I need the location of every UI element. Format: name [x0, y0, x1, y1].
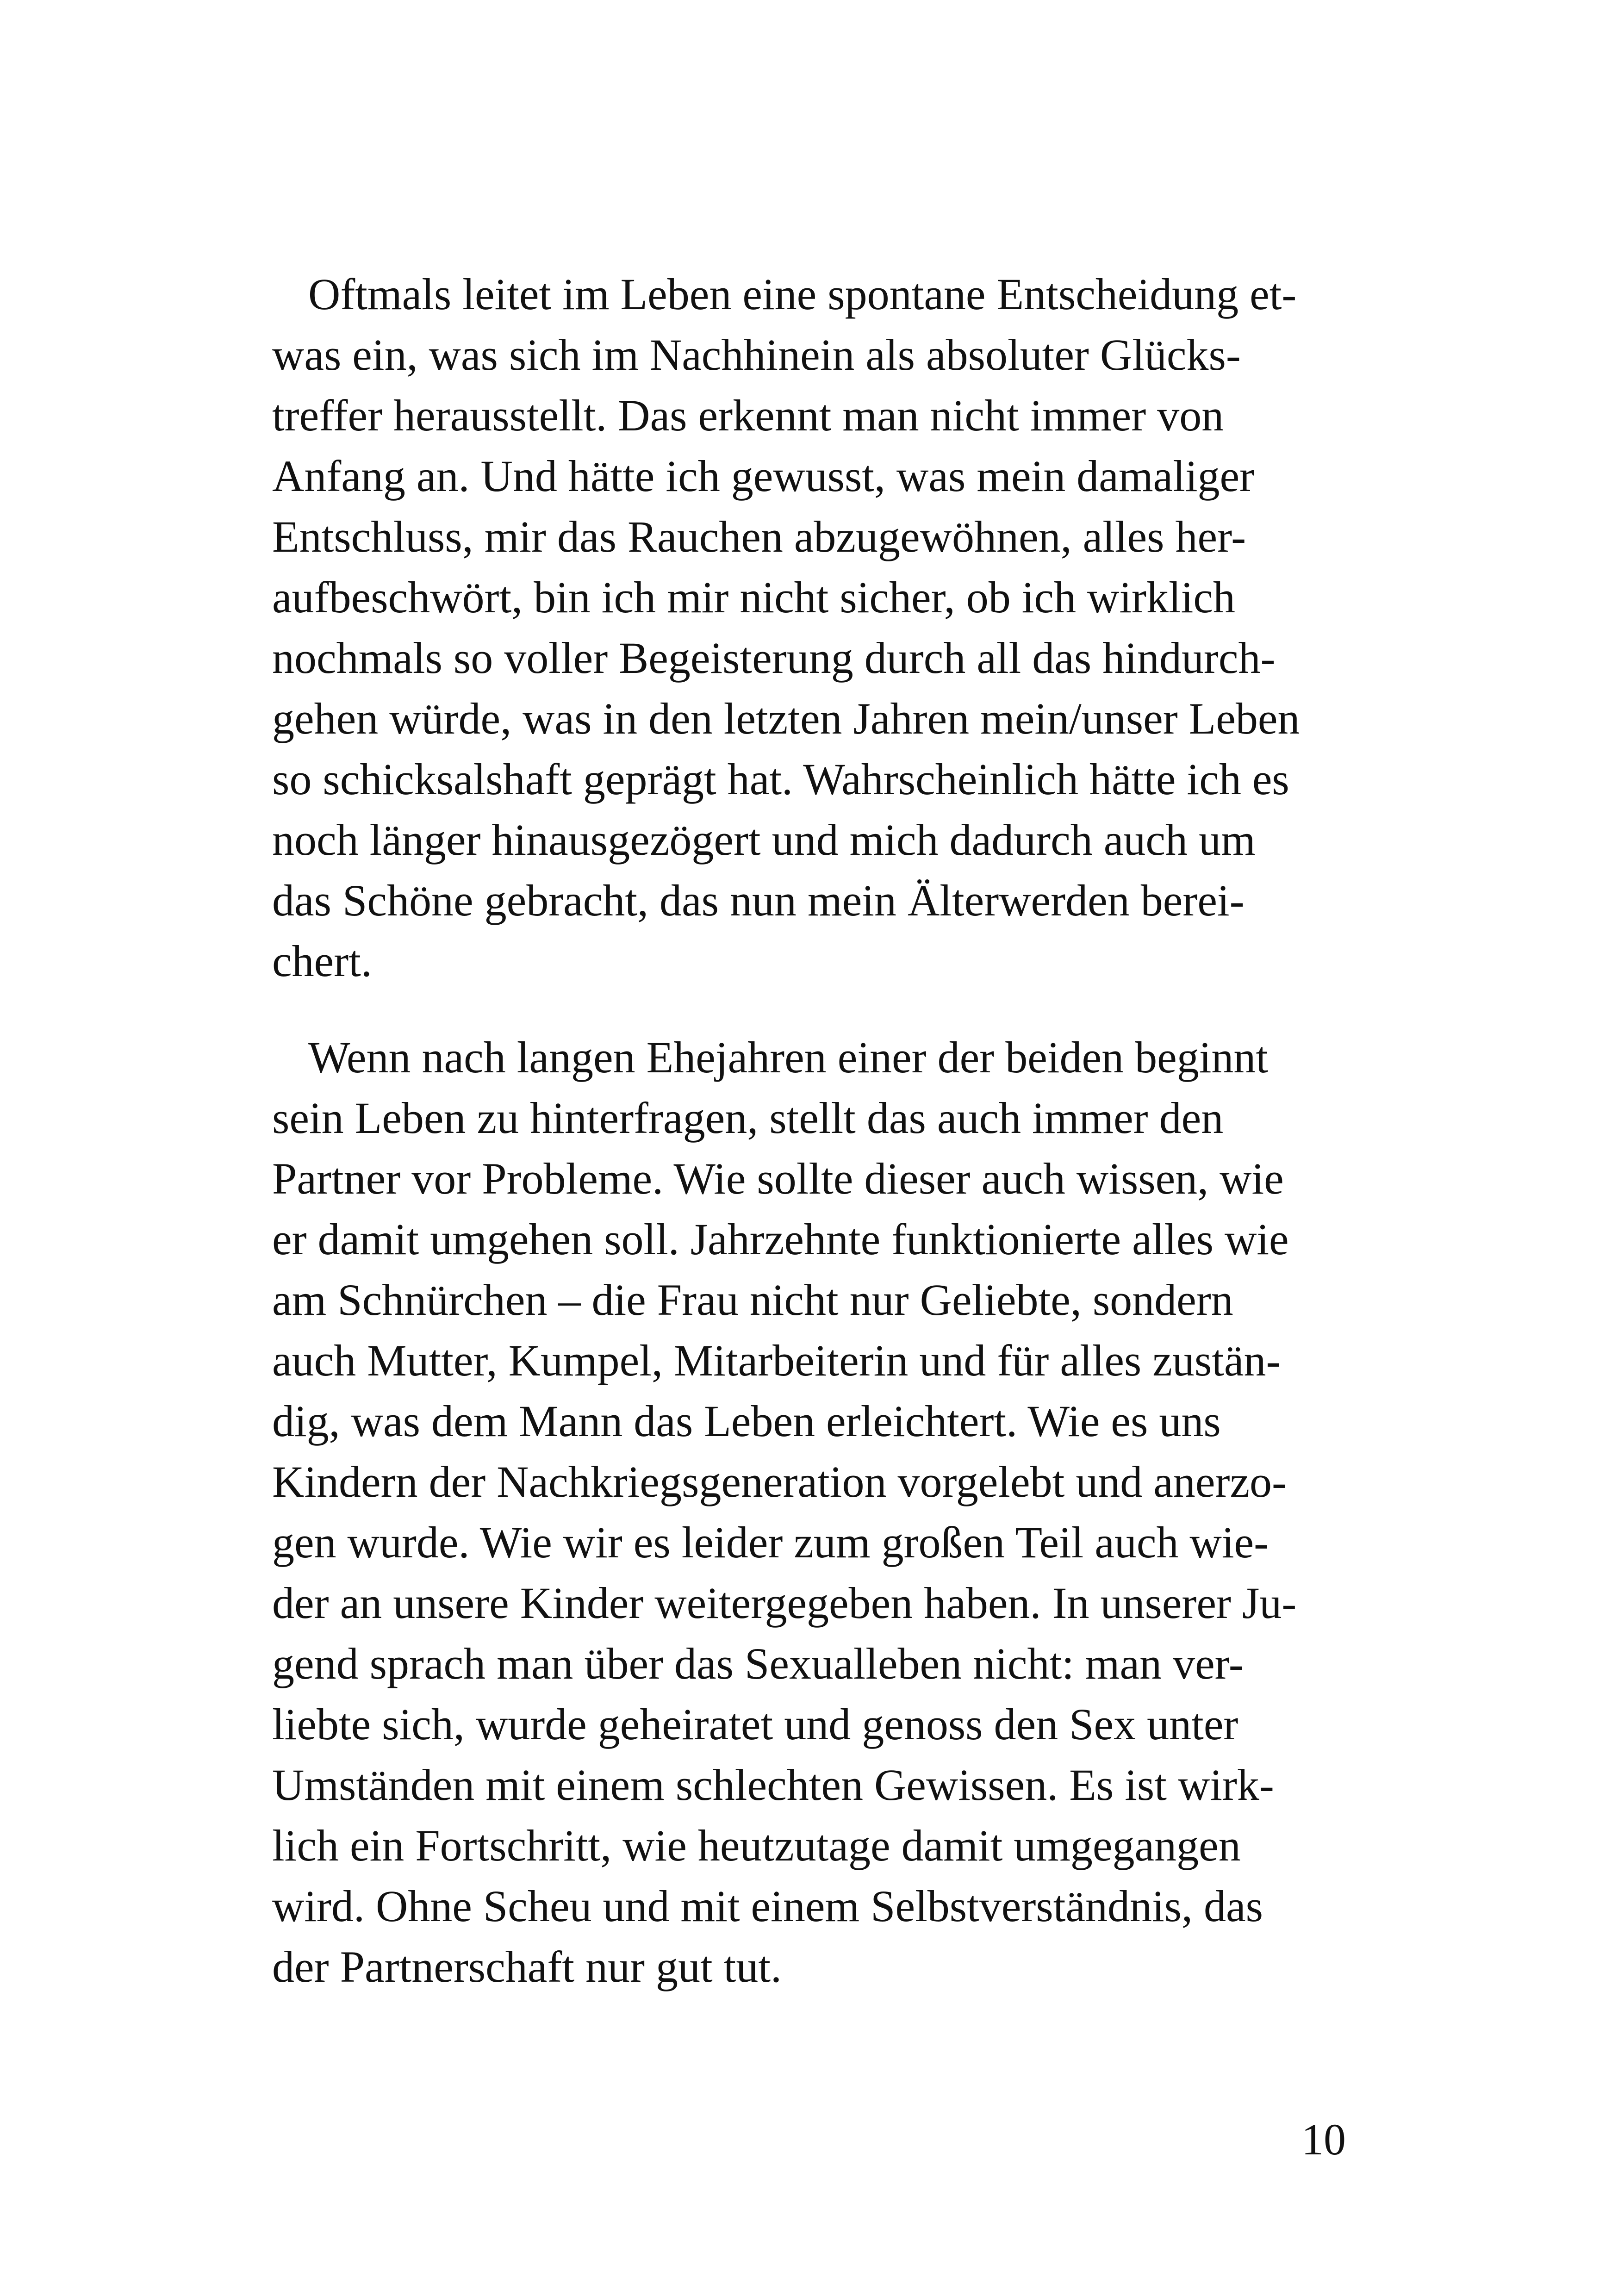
text-line: nochmals so voller Begeisterung durch all das hindurch-: [272, 633, 1276, 683]
text-line: sein Leben zu hinterfragen, stellt das auch immer den: [272, 1093, 1224, 1143]
body-text: [272, 264, 1383, 1997]
text-line: dig, was dem Mann das Leben erleichtert. Wie es uns: [272, 1396, 1221, 1446]
page-number: 10: [1301, 2115, 1346, 2164]
text-line: gend sprach man über das Sexualleben nicht: man ver-: [272, 1639, 1244, 1688]
text-line: so schicksalshaft geprägt hat. Wahrscheinlich hätte ich es: [272, 754, 1289, 804]
text-line: treffer herausstellt. Das erkennt man nicht immer von: [272, 391, 1224, 440]
text-line: das Schöne gebracht, das nun mein Älterwerden berei-: [272, 876, 1245, 925]
text-line: Wenn nach langen Ehejahren einer der beiden beginnt: [308, 1033, 1269, 1082]
text-line: gehen würde, was in den letzten Jahren mein/unser Leben: [272, 694, 1300, 743]
text-line: Anfang an. Und hätte ich gewusst, was mein damaliger: [272, 451, 1255, 501]
text-line: Partner vor Probleme. Wie sollte dieser auch wissen, wie: [272, 1154, 1284, 1203]
text-line: gen wurde. Wie wir es leider zum großen Teil auch wie-: [272, 1518, 1269, 1567]
text-line: am Schnürchen – die Frau nicht nur Geliebte, sondern: [272, 1275, 1233, 1325]
text-line: Oftmals leitet im Leben eine spontane Entscheidung et-: [308, 269, 1297, 319]
text-line: wird. Ohne Scheu und mit einem Selbstverständnis, das: [272, 1881, 1263, 1931]
text-line: der Partnerschaft nur gut tut.: [272, 1942, 782, 1991]
text-line: der an unsere Kinder weitergegeben haben. In unserer Ju-: [272, 1578, 1297, 1628]
text-line: auch Mutter, Kumpel, Mitarbeiterin und für alles zustän-: [272, 1336, 1281, 1385]
text-line: Kindern der Nachkriegsgeneration vorgelebt und anerzo-: [272, 1457, 1287, 1506]
text-line: was ein, was sich im Nachhinein als absoluter Glücks-: [272, 330, 1241, 380]
text-line: noch länger hinausgezögert und mich dadurch auch um: [272, 815, 1256, 865]
text-line: lich ein Fortschritt, wie heutzutage damit umgegangen: [272, 1821, 1241, 1870]
paragraph-2: [272, 1027, 1383, 1997]
text-line: aufbeschwört, bin ich mir nicht sicher, ob ich wirklich: [272, 572, 1235, 622]
text-line: Umständen mit einem schlechten Gewissen. Es ist wirk-: [272, 1760, 1274, 1810]
text-line: Entschluss, mir das Rauchen abzugewöhnen, alles her-: [272, 512, 1246, 561]
text-line: chert.: [272, 936, 372, 986]
text-line: liebte sich, wurde geheiratet und genoss den Sex unter: [272, 1699, 1238, 1749]
paragraph-1: [272, 264, 1383, 991]
text-line: er damit umgehen soll. Jahrzehnte funktionierte alles wie: [272, 1214, 1289, 1264]
